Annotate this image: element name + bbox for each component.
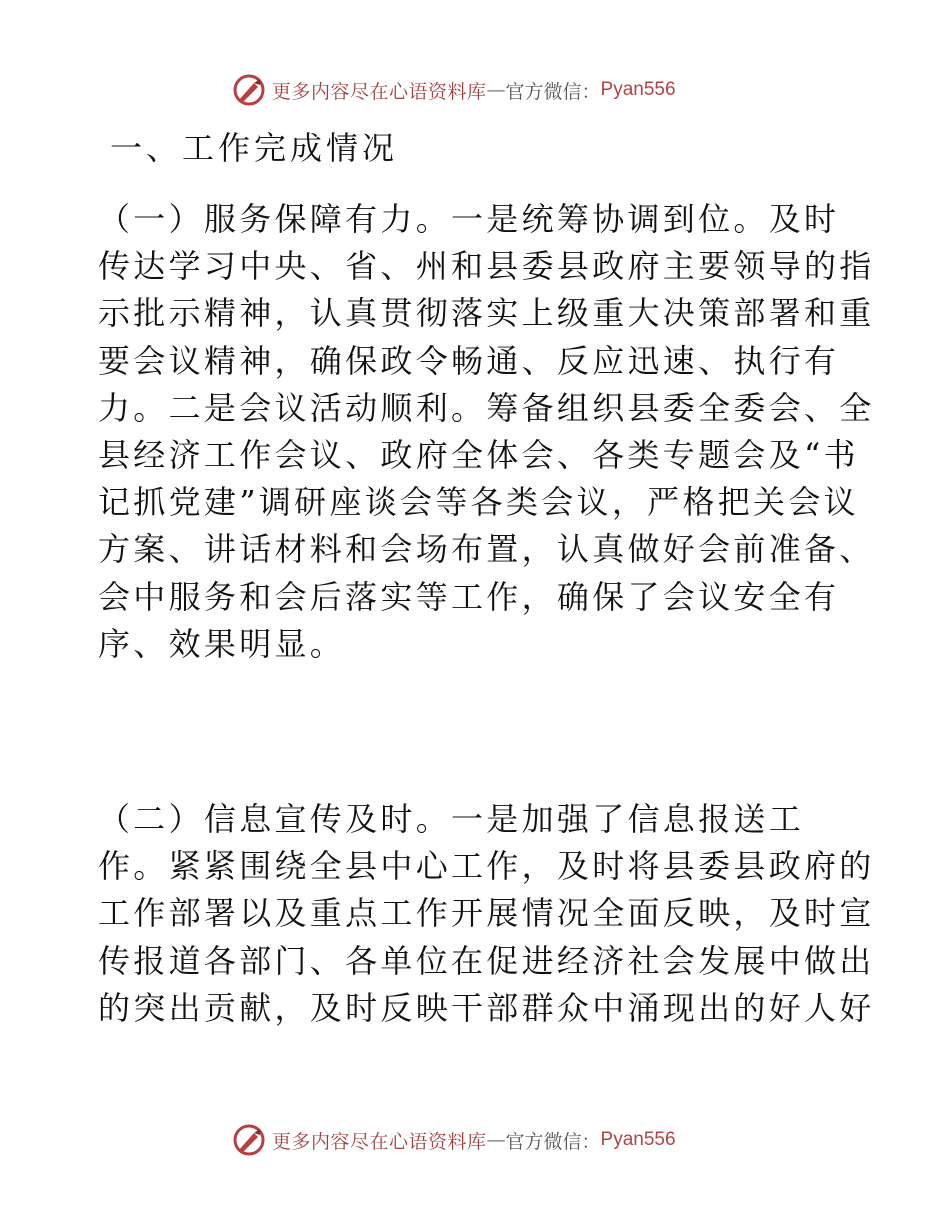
watermark-wechat: Pyan556 (600, 1129, 676, 1150)
paragraph-line: 序、效果明显。 (98, 624, 346, 663)
watermark-label: 官方微信： (505, 80, 601, 103)
paragraph-line: （一）服务保障有力。一是统筹协调到位。及时 (98, 200, 840, 238)
paragraph-line: 作。紧紧围绕全县中心工作，及时将县委县政府的 (98, 847, 875, 886)
paragraph-line: （二）信息宣传及时。一是加强了信息报送工 (98, 800, 805, 838)
paragraph-line: 示批示精神，认真贯彻落实上级重大决策部署和重 (98, 294, 875, 333)
paragraph-line: 方案、讲话材料和会场布置，认真做好会前准备、 (98, 530, 875, 569)
paragraph-line: 记抓党建”调研座谈会等各类会议，严格把关会议 (98, 483, 859, 522)
paragraph-2 (98, 796, 875, 1032)
watermark-separator: — (486, 79, 506, 101)
watermark-label: 官方微信： (505, 1130, 601, 1153)
paragraph-line: 传达学习中央、省、州和县委县政府主要领导的指 (98, 247, 875, 286)
watermark-separator: — (486, 1129, 506, 1151)
paragraph-line: 力。二是会议活动顺利。筹备组织县委全委会、全 (98, 388, 875, 427)
watermark-wechat: Pyan556 (600, 79, 676, 100)
paragraph-line: 要会议精神，确保政令畅通、反应迅速、执行有 (98, 341, 840, 380)
watermark-text: 更多内容尽在心语资料库 (272, 1130, 487, 1153)
header-watermark (232, 70, 676, 110)
footer-watermark (232, 1120, 676, 1160)
pen-logo-icon (232, 73, 266, 107)
paragraph-line: 工作部署以及重点工作开展情况全面反映，及时宣 (98, 894, 875, 933)
watermark-text: 更多内容尽在心语资料库 (272, 80, 487, 103)
paragraph-line: 的突出贡献，及时反映干部群众中涌现出的好人好 (98, 988, 875, 1027)
paragraph-1 (98, 196, 875, 668)
pen-logo-icon (232, 1123, 266, 1157)
section-heading: 一、工作完成情况 (110, 129, 399, 167)
paragraph-line: 传报道各部门、各单位在促进经济社会发展中做出 (98, 941, 875, 980)
paragraph-line: 会中服务和会后落实等工作，确保了会议安全有 (98, 577, 840, 616)
paragraph-line: 县经济工作会议、政府全体会、各类专题会及“书 (98, 436, 859, 475)
